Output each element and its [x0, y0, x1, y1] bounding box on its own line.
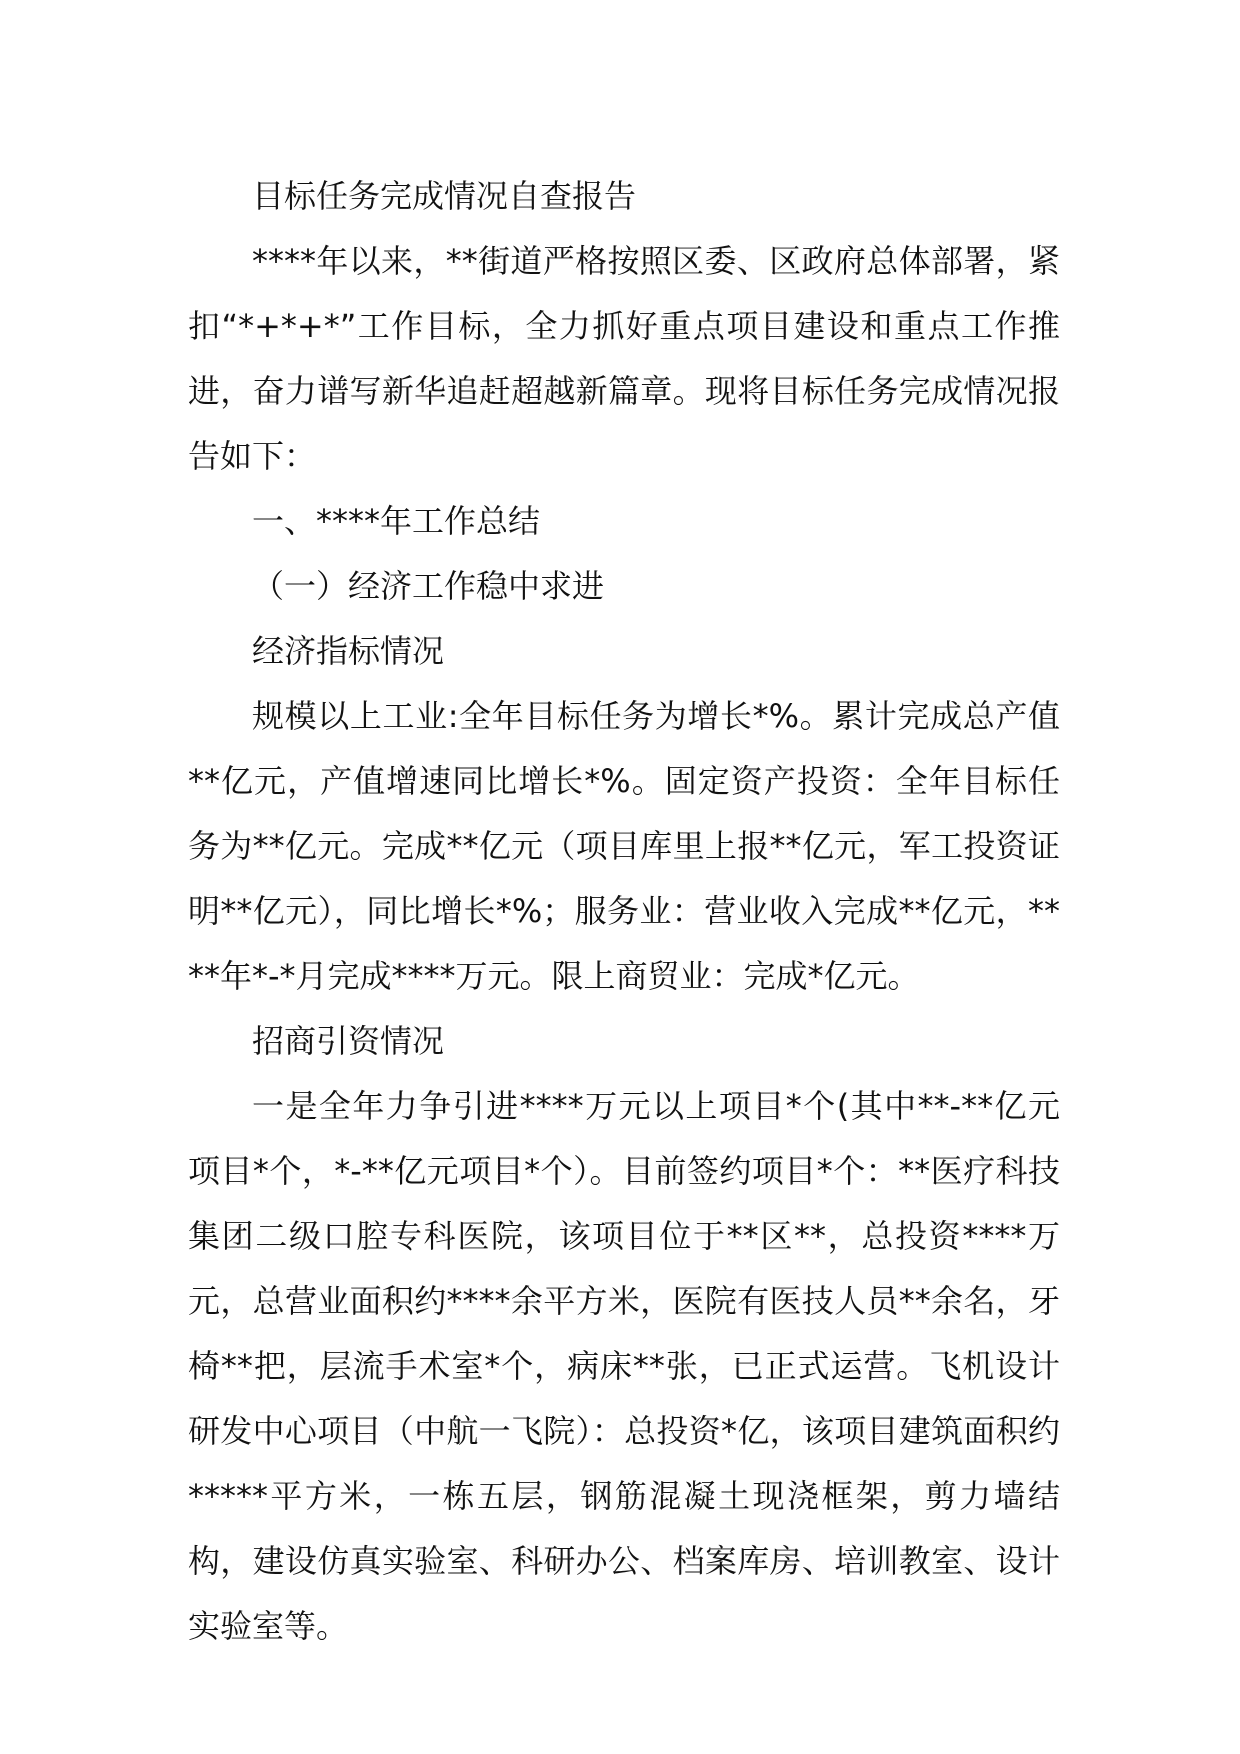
- subsection-heading: （一）经济工作稳中求进: [252, 567, 605, 605]
- section-heading: 一、****年工作总结: [252, 502, 541, 540]
- intro-paragraph: ****年以来，**街道严格按照区委、区政府总体部署，紧扣“*+*+*”工作目标，全力抓好重点项目建设和重点工作推进，奋力谱写新华追赶超越新篇章。现将目标任务完成情况报告如下：: [188, 242, 1060, 475]
- investment-paragraph: 一是全年力争引进****万元以上项目*个(其中**-**亿元项目*个，*-**亿元项目*个）。目前签约项目*个：**医疗科技集团二级口腔专科医院，该项目位于**区**，总投资****万元，总营业面积约****余平方米，医院有医技人员**余名，牙椅**把，层流手术室*个，病床**张，已正式运营。飞机设计研发中心项目（中航一飞院）：总投资*亿，该项目建筑面积约*****平方米，一栋五层，钢筋混凝土现浇框架，剪力墙结构，建设仿真实验室、科研办公、档案库房、培训教室、设计实验室等。: [188, 1087, 1060, 1645]
- document-body: [188, 164, 1060, 1659]
- economic-indicators-paragraph: 规模以上工业:全年目标任务为增长*%。累计完成总产值**亿元，产值增速同比增长*%。固定资产投资：全年目标任务为**亿元。完成**亿元（项目库里上报**亿元，军工投资证明**亿元），同比增长*%；服务业：营业收入完成**亿元，****年*-*月完成****万元。限上商贸业：完成*亿元。: [188, 697, 1060, 995]
- document-title: 目标任务完成情况自查报告: [252, 177, 637, 215]
- economic-indicators-heading: 经济指标情况: [252, 632, 445, 670]
- investment-heading: 招商引资情况: [252, 1022, 445, 1060]
